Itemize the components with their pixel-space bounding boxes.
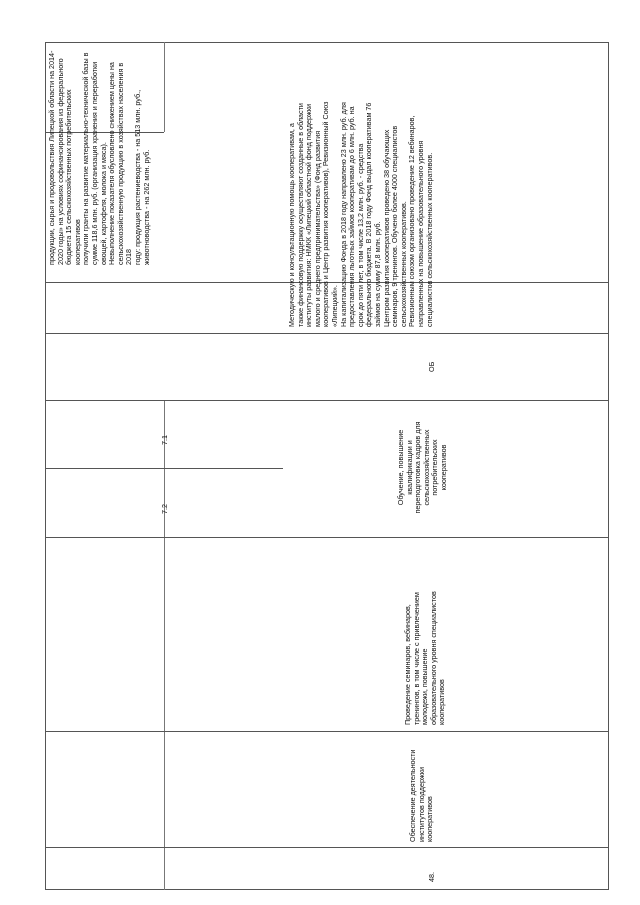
- grid-line: [45, 333, 609, 334]
- top-row-text: продукции, сырья и продовольствия Липецкой области на 2014- 2020 годы» на условиях софинансирования из федерального бюджета 15 сельскохозяйственных потребительских кооперативов получили гранты на развитие материально-технической базы в сумме 118,6 млн. руб. (организация хранения и переработки овощей, картофеля, молока и мяса). Невыполнение показателя обусловлено снижением цены на сельскохозяйственную продукцию в хозяйствах населения в 2018 году: продукция растениеводства - на 513 млн. руб., животноводства - на 262 млн. руб.: [47, 50, 151, 265]
- code-cell-b: 7.1: [160, 435, 169, 445]
- indicator-cell: Обучение, повышение квалификации и переподготовка кадров для сельскохозяйственных потребительских кооперативов: [396, 421, 448, 514]
- col-divider: [164, 42, 165, 132]
- grid-line: [45, 537, 609, 538]
- row-number: 48.: [427, 872, 436, 882]
- goal-cell: Обеспечение деятельности институтов поддержки кооперативов: [408, 749, 435, 842]
- code-cell-a: 7.2: [160, 504, 169, 514]
- col-divider: [164, 400, 165, 890]
- grid-line: [45, 731, 609, 732]
- measure-cell: Проведение семинаров, вебинаров, тренингов, в том числе с привлечением молодежи, повышение образовательного уровня специалистов кооперативов: [403, 591, 447, 725]
- grid-line: [45, 400, 609, 401]
- code-split-line: [45, 468, 283, 469]
- result-cell: Методическую и консультационную помощь кооперативам, а также финансовую поддержку осуществляют созданные в области институты развития: НМКК «Липецкий областной фонд поддержки малого и среднего предпринимательства» (Фонд развития кооперативов и Центр развития кооперативов), Ревизионный Союз «Липецкий». На капитализацию Фонда в 2018 году направлено 23 млн. руб. для предоставления льготных займов кооперативам до 6 млн. руб. на срок до пяти лет, в том числе 13,2 млн. руб. - средства федерального бюджета. В 2018 году Фонд выдал кооперативам 76 займов на сумму 87,8 млн. руб. Центром развития кооперативов проведено 38 обучающих семинаров, 9 тренингов. Обучено более 4000 специалистов сельскохозяйственных кооперативов. Ревизионным союзом организовано проведение 12 вебинаров, направленных на повышение образовательного уровня специалистов сельскохозяйственных кооперативов.: [287, 101, 434, 327]
- grid-line: [45, 847, 609, 848]
- unit-cell: ОБ: [427, 361, 436, 372]
